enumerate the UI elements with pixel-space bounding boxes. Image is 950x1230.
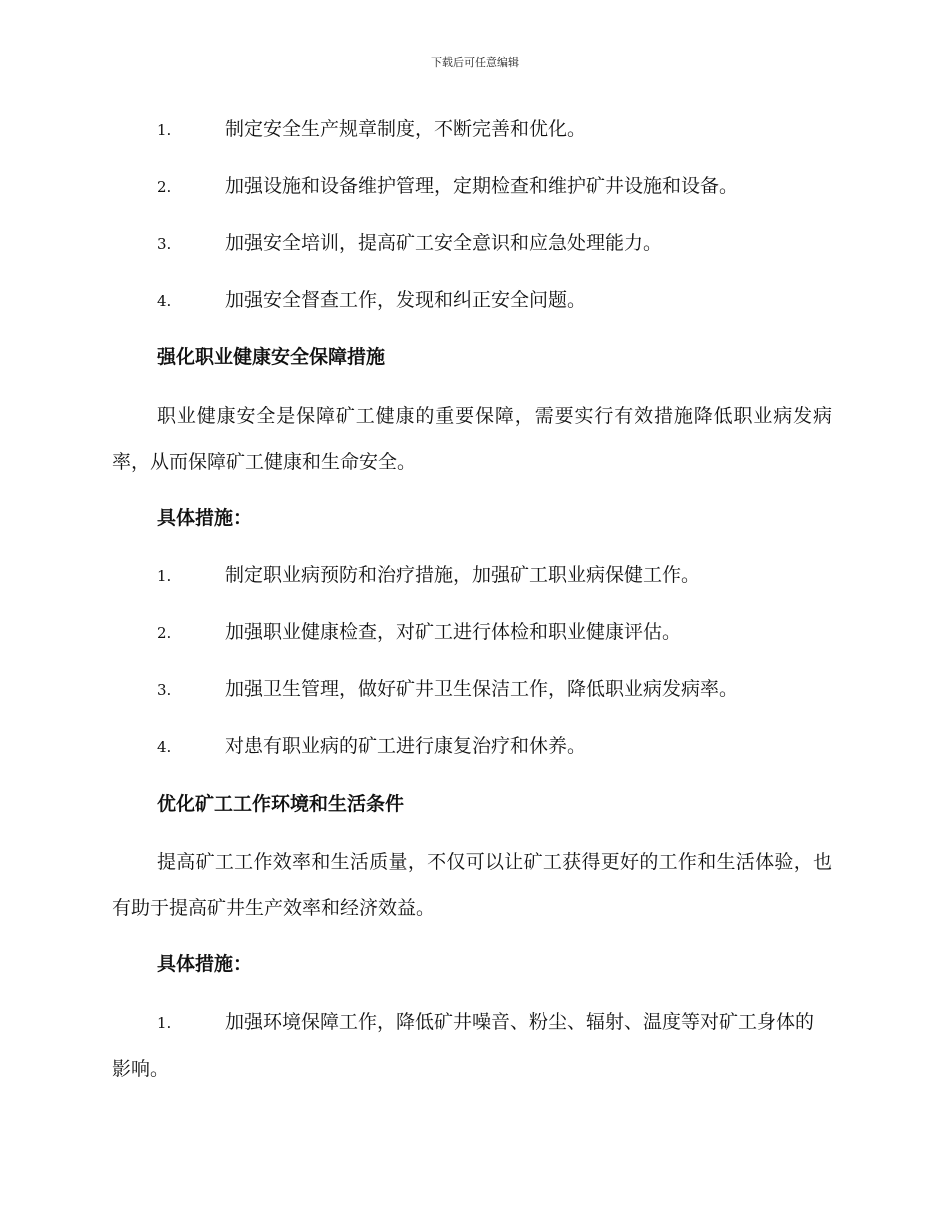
list-item xyxy=(157,675,738,705)
list-item xyxy=(157,172,738,202)
measures-label: 具体措施： xyxy=(157,507,253,529)
section-paragraph: 提高矿工工作效率和生活质量，不仅可以让矿工获得更好的工作和生活体验，也有助于提高矿井生产效率和经济效益。 xyxy=(112,851,832,919)
list-item xyxy=(112,999,832,1092)
list-item xyxy=(157,732,586,762)
list-item-text: 对患有职业病的矿工进行康复治疗和休养。 xyxy=(225,735,587,757)
list-item xyxy=(157,618,681,648)
list-item-text: 制定职业病预防和治疗措施，加强矿工职业病保健工作。 xyxy=(225,564,701,586)
section-heading: 优化矿工工作环境和生活条件 xyxy=(157,793,405,815)
list-number: 1. xyxy=(157,567,172,585)
list-item-text: 加强卫生管理，做好矿井卫生保洁工作，降低职业病发病率。 xyxy=(225,678,739,700)
list-item-text: 加强环境保障工作，降低矿井噪音、粉尘、辐射、温度等对矿工身体的影响。 xyxy=(112,1011,815,1080)
list-item-text: 加强安全督查工作，发现和纠正安全问题。 xyxy=(225,289,587,311)
list-number: 3. xyxy=(157,681,172,699)
list-number: 3. xyxy=(157,235,172,253)
list-item xyxy=(157,561,700,591)
list-item xyxy=(157,286,586,316)
list-number: 4. xyxy=(157,738,172,756)
measures-label: 具体措施： xyxy=(157,953,253,975)
section-paragraph: 职业健康安全是保障矿工健康的重要保障，需要实行有效措施降低职业病发病率，从而保障矿工健康和生命安全。 xyxy=(112,405,832,473)
list-number: 4. xyxy=(157,292,172,310)
list-item xyxy=(157,115,586,145)
list-number: 2. xyxy=(157,624,172,642)
list-number: 2. xyxy=(157,178,172,196)
list-item-text: 加强职业健康检查，对矿工进行体检和职业健康评估。 xyxy=(225,621,682,643)
list-number: 1. xyxy=(157,1014,172,1032)
list-item-text: 制定安全生产规章制度，不断完善和优化。 xyxy=(225,118,587,140)
list-item-text: 加强设施和设备维护管理，定期检查和维护矿井设施和设备。 xyxy=(225,175,739,197)
section-heading: 强化职业健康安全保障措施 xyxy=(157,346,386,368)
list-number: 1. xyxy=(157,121,172,139)
page-header: 下载后可任意编辑 xyxy=(431,56,519,69)
list-item xyxy=(157,229,662,259)
list-item-text: 加强安全培训，提高矿工安全意识和应急处理能力。 xyxy=(225,232,663,254)
